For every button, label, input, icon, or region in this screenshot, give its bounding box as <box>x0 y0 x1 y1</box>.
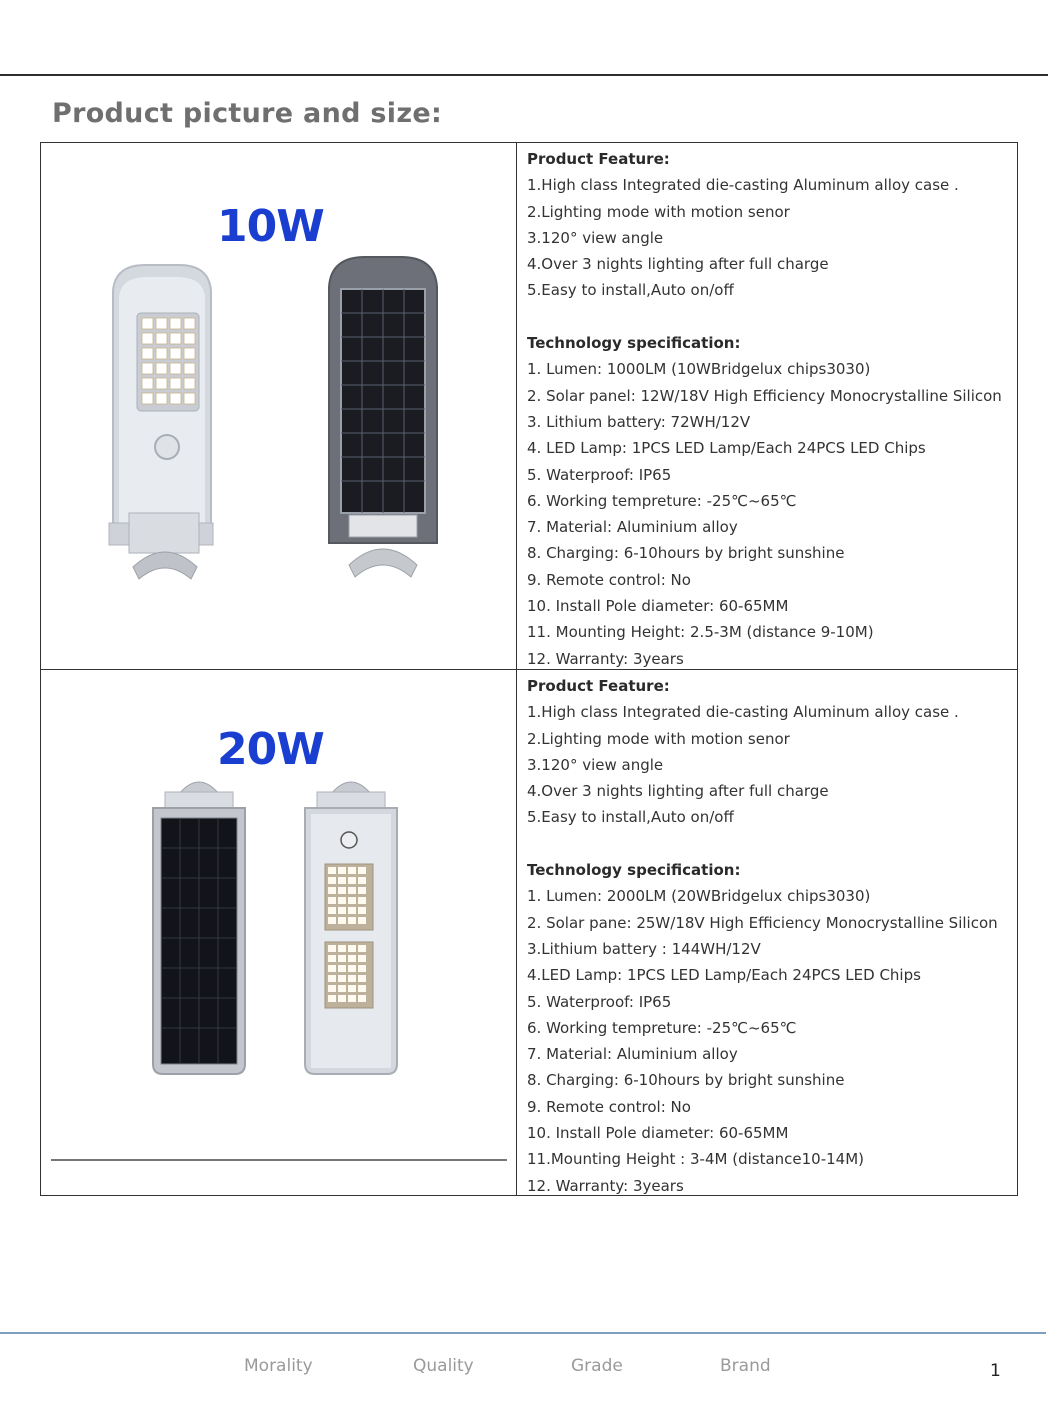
spec-item: 11.Mounting Height : 3-4M (distance10-14M) <box>527 1150 865 1169</box>
feature-item: 4.Over 3 nights lighting after full charge <box>527 255 829 274</box>
spec-item: 4. LED Lamp: 1PCS LED Lamp/Each 24PCS LED Chips <box>527 439 926 458</box>
spec-item: 1. Lumen: 2000LM (20WBridgelux chips3030) <box>527 887 871 906</box>
image-divider-line <box>51 1159 507 1161</box>
product-spec-text <box>518 143 1017 669</box>
spec-item: 3. Lithium battery: 72WH/12V <box>527 412 751 431</box>
spec-item: 7. Material: Aluminium alloy <box>527 518 738 537</box>
spec-heading: Technology specification: <box>527 334 741 353</box>
feature-item: 1.High class Integrated die-casting Aluminum alloy case . <box>527 703 959 722</box>
spec-item: 2. Solar panel: 12W/18V High Efficiency Monocrystalline Silicon <box>527 386 1002 405</box>
feature-item: 2.Lighting mode with motion senor <box>527 202 790 221</box>
spec-item: 4.LED Lamp: 1PCS LED Lamp/Each 24PCS LED Chips <box>527 966 921 985</box>
feature-item: 4.Over 3 nights lighting after full charge <box>527 782 829 801</box>
feature-item: 2.Lighting mode with motion senor <box>527 729 790 748</box>
spacer <box>527 831 1017 857</box>
spec-item: 6. Working tempreture: -25℃~65℃ <box>527 1018 797 1037</box>
footer-word-brand: Brand <box>720 1356 771 1376</box>
lamp-front-led-image <box>301 774 401 1080</box>
product-spec-table <box>40 142 1018 1196</box>
footer-word-quality: Quality <box>413 1356 474 1376</box>
lamp-solar-panel-image <box>149 774 249 1080</box>
spec-item: 10. Install Pole diameter: 60-65MM <box>527 597 789 616</box>
lamp-solar-panel-image <box>325 253 441 613</box>
product-spec-text <box>518 670 1017 1195</box>
spec-item: 1. Lumen: 1000LM (10WBridgelux chips3030) <box>527 360 871 379</box>
spec-item: 5. Waterproof: IP65 <box>527 465 672 484</box>
spacer <box>527 304 1017 330</box>
spec-item: 8. Charging: 6-10hours by bright sunshine <box>527 544 845 563</box>
spec-item: 6. Working tempreture: -25℃~65℃ <box>527 491 797 510</box>
header-rule <box>0 74 1048 76</box>
spec-item: 5. Waterproof: IP65 <box>527 992 672 1011</box>
spec-item: 12. Warranty: 3years <box>527 649 684 668</box>
watt-label: 10W <box>217 201 324 252</box>
product-image-cell <box>41 670 517 1195</box>
spec-heading: Technology specification: <box>527 861 741 880</box>
feature-item: 5.Easy to install,Auto on/off <box>527 808 734 827</box>
page-title: Product picture and size: <box>52 98 443 129</box>
feature-item: 1.High class Integrated die-casting Aluminum alloy case . <box>527 176 959 195</box>
spec-item: 2. Solar pane: 25W/18V High Efficiency Monocrystalline Silicon <box>527 913 998 932</box>
feature-item: 3.120° view angle <box>527 228 664 247</box>
spec-item: 9. Remote control: No <box>527 570 691 589</box>
spec-item: 3.Lithium battery : 144WH/12V <box>527 939 761 958</box>
spec-item: 12. Warranty: 3years <box>527 1176 684 1195</box>
feature-item: 5.Easy to install,Auto on/off <box>527 281 734 300</box>
spec-item: 7. Material: Aluminium alloy <box>527 1045 738 1064</box>
watt-label: 20W <box>217 724 324 775</box>
feature-heading: Product Feature: <box>527 150 670 168</box>
spec-item: 8. Charging: 6-10hours by bright sunshine <box>527 1071 845 1090</box>
feature-item: 3.120° view angle <box>527 755 664 774</box>
lamp-front-led-image <box>105 261 217 611</box>
product-image-cell <box>41 143 517 669</box>
spec-item: 11. Mounting Height: 2.5-3M (distance 9-10M) <box>527 623 874 642</box>
spec-item: 9. Remote control: No <box>527 1097 691 1116</box>
spec-item: 10. Install Pole diameter: 60-65MM <box>527 1124 789 1143</box>
product-row-10w <box>41 143 1017 670</box>
footer-word-morality: Morality <box>244 1356 313 1376</box>
feature-heading: Product Feature: <box>527 677 670 695</box>
product-row-20w <box>41 670 1017 1195</box>
page-number: 1 <box>990 1361 1001 1381</box>
footer-word-grade: Grade <box>571 1356 623 1376</box>
footer-rule <box>0 1332 1046 1334</box>
